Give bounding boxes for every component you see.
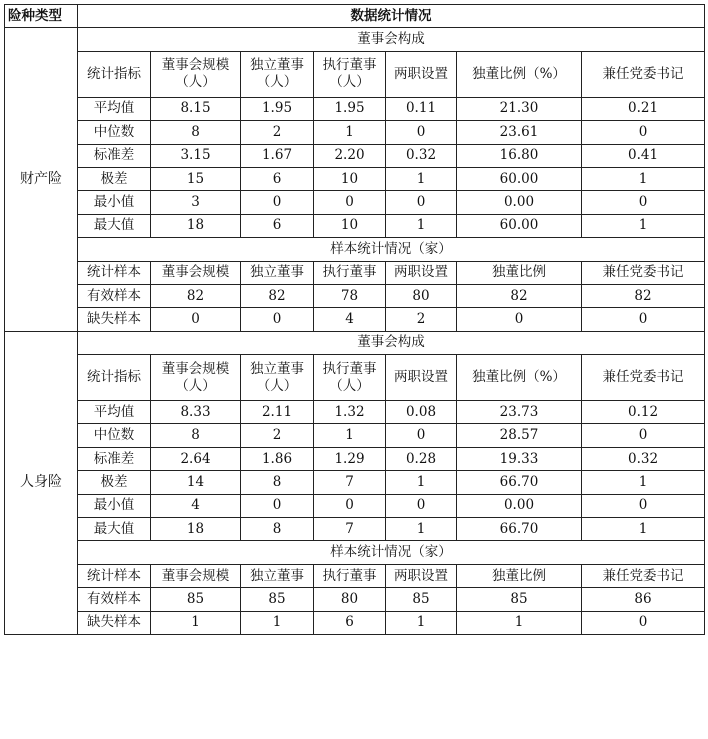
metric-value-cell: 2.11 bbox=[241, 401, 314, 424]
sample-value-cell: 85 bbox=[386, 588, 457, 611]
metric-value-cell: 0.08 bbox=[386, 401, 457, 424]
sample-title-row bbox=[5, 541, 705, 564]
sample-title: 样本统计情况（家） bbox=[78, 238, 705, 261]
metric-value-cell: 1 bbox=[386, 214, 457, 237]
sample-row bbox=[5, 284, 705, 307]
metric-value-cell: 0 bbox=[386, 494, 457, 517]
insurance-type-header: 险种类型 bbox=[5, 5, 78, 28]
composition-title-row bbox=[5, 28, 705, 51]
sample-value-cell: 2 bbox=[386, 308, 457, 331]
metric-value-cell: 0 bbox=[386, 121, 457, 144]
metric-value-cell: 3.15 bbox=[151, 144, 241, 167]
metric-value-cell: 0.00 bbox=[457, 191, 582, 214]
metric-value-cell: 0 bbox=[386, 424, 457, 447]
sample-header-cell: 统计样本 bbox=[78, 261, 151, 284]
metric-header-cell: 独立董事（人） bbox=[241, 51, 314, 97]
metric-value-cell: 1.95 bbox=[314, 97, 386, 120]
sample-header-cell: 执行董事 bbox=[314, 564, 386, 587]
metric-value-cell: 1.67 bbox=[241, 144, 314, 167]
sample-header-cell: 董事会规模 bbox=[151, 261, 241, 284]
metric-header-cell: 兼任党委书记 bbox=[582, 355, 705, 401]
metric-value-cell: 18 bbox=[151, 518, 241, 541]
metric-row bbox=[5, 191, 705, 214]
metric-header-cell: 两职设置 bbox=[386, 51, 457, 97]
sample-value-cell: 0 bbox=[457, 308, 582, 331]
metric-label-cell: 最小值 bbox=[78, 494, 151, 517]
sample-header-cell: 两职设置 bbox=[386, 261, 457, 284]
sample-header-cell: 两职设置 bbox=[386, 564, 457, 587]
metric-header-cell: 两职设置 bbox=[386, 355, 457, 401]
metric-label-cell: 平均值 bbox=[78, 401, 151, 424]
sample-header-cell: 独立董事 bbox=[241, 564, 314, 587]
metric-value-cell: 0.32 bbox=[386, 144, 457, 167]
sample-header-cell: 执行董事 bbox=[314, 261, 386, 284]
metric-header-cell: 独立董事（人） bbox=[241, 355, 314, 401]
metric-value-cell: 0.12 bbox=[582, 401, 705, 424]
metric-value-cell: 0.00 bbox=[457, 494, 582, 517]
composition-title: 董事会构成 bbox=[78, 331, 705, 354]
sample-value-cell: 80 bbox=[386, 284, 457, 307]
metric-row bbox=[5, 97, 705, 120]
metric-row bbox=[5, 401, 705, 424]
metric-value-cell: 0.41 bbox=[582, 144, 705, 167]
metric-header-cell: 统计指标 bbox=[78, 355, 151, 401]
metric-row bbox=[5, 424, 705, 447]
metric-value-cell: 1.32 bbox=[314, 401, 386, 424]
metric-value-cell: 2 bbox=[241, 121, 314, 144]
metric-row bbox=[5, 214, 705, 237]
sample-header-cell: 统计样本 bbox=[78, 564, 151, 587]
metric-label-cell: 最大值 bbox=[78, 518, 151, 541]
metric-value-cell: 1.86 bbox=[241, 447, 314, 470]
insurance-type-cell: 财产险 bbox=[5, 28, 78, 331]
metric-value-cell: 3 bbox=[151, 191, 241, 214]
sample-value-cell: 85 bbox=[241, 588, 314, 611]
sample-value-cell: 82 bbox=[241, 284, 314, 307]
metric-value-cell: 1.95 bbox=[241, 97, 314, 120]
sample-value-cell: 78 bbox=[314, 284, 386, 307]
metric-value-cell: 0 bbox=[386, 191, 457, 214]
sample-row bbox=[5, 588, 705, 611]
metric-value-cell: 0 bbox=[582, 494, 705, 517]
sample-header-cell: 董事会规模 bbox=[151, 564, 241, 587]
metric-header-cell: 董事会规模（人） bbox=[151, 355, 241, 401]
metric-value-cell: 1.29 bbox=[314, 447, 386, 470]
metric-value-cell: 60.00 bbox=[457, 214, 582, 237]
metric-value-cell: 0.28 bbox=[386, 447, 457, 470]
metric-value-cell: 2.20 bbox=[314, 144, 386, 167]
sample-label-cell: 缺失样本 bbox=[78, 308, 151, 331]
metric-value-cell: 1 bbox=[314, 121, 386, 144]
sample-value-cell: 1 bbox=[241, 611, 314, 634]
metric-value-cell: 1 bbox=[386, 471, 457, 494]
metric-value-cell: 6 bbox=[241, 167, 314, 190]
metric-value-cell: 8.15 bbox=[151, 97, 241, 120]
metric-header-cell: 统计指标 bbox=[78, 51, 151, 97]
composition-title-row bbox=[5, 331, 705, 354]
metric-row bbox=[5, 494, 705, 517]
metric-row bbox=[5, 471, 705, 494]
metric-value-cell: 0 bbox=[241, 191, 314, 214]
metric-value-cell: 1 bbox=[582, 518, 705, 541]
sample-label-cell: 有效样本 bbox=[78, 588, 151, 611]
metric-value-cell: 16.80 bbox=[457, 144, 582, 167]
metric-value-cell: 8 bbox=[241, 518, 314, 541]
sample-header-cell: 兼任党委书记 bbox=[582, 564, 705, 587]
sample-label-cell: 缺失样本 bbox=[78, 611, 151, 634]
metric-label-cell: 最大值 bbox=[78, 214, 151, 237]
metric-value-cell: 15 bbox=[151, 167, 241, 190]
sample-value-cell: 82 bbox=[582, 284, 705, 307]
sample-value-cell: 1 bbox=[386, 611, 457, 634]
sample-value-cell: 0 bbox=[241, 308, 314, 331]
metric-header-cell: 独董比例（%） bbox=[457, 51, 582, 97]
sample-value-cell: 0 bbox=[151, 308, 241, 331]
sample-value-cell: 1 bbox=[151, 611, 241, 634]
sample-title: 样本统计情况（家） bbox=[78, 541, 705, 564]
sample-value-cell: 1 bbox=[457, 611, 582, 634]
sample-title-row bbox=[5, 238, 705, 261]
metric-value-cell: 28.57 bbox=[457, 424, 582, 447]
sample-value-cell: 0 bbox=[582, 611, 705, 634]
metric-value-cell: 0 bbox=[314, 494, 386, 517]
metric-row bbox=[5, 121, 705, 144]
metric-value-cell: 8 bbox=[151, 121, 241, 144]
metric-label-cell: 极差 bbox=[78, 167, 151, 190]
metric-value-cell: 0 bbox=[314, 191, 386, 214]
metric-label-cell: 中位数 bbox=[78, 121, 151, 144]
metric-value-cell: 4 bbox=[151, 494, 241, 517]
sample-header-cell: 独董比例 bbox=[457, 261, 582, 284]
metric-value-cell: 0 bbox=[582, 191, 705, 214]
metric-value-cell: 1 bbox=[314, 424, 386, 447]
sample-header-row bbox=[5, 564, 705, 587]
metric-value-cell: 0.11 bbox=[386, 97, 457, 120]
metric-value-cell: 1 bbox=[582, 471, 705, 494]
metric-label-cell: 中位数 bbox=[78, 424, 151, 447]
sample-value-cell: 85 bbox=[151, 588, 241, 611]
metric-value-cell: 8 bbox=[151, 424, 241, 447]
metric-value-cell: 10 bbox=[314, 214, 386, 237]
metric-value-cell: 1 bbox=[386, 167, 457, 190]
metric-header-cell: 董事会规模（人） bbox=[151, 51, 241, 97]
metric-value-cell: 0.21 bbox=[582, 97, 705, 120]
metric-value-cell: 1 bbox=[386, 518, 457, 541]
metric-label-cell: 最小值 bbox=[78, 191, 151, 214]
metric-value-cell: 18 bbox=[151, 214, 241, 237]
metric-value-cell: 7 bbox=[314, 471, 386, 494]
metric-value-cell: 0.32 bbox=[582, 447, 705, 470]
metric-row bbox=[5, 144, 705, 167]
sample-value-cell: 82 bbox=[457, 284, 582, 307]
metric-value-cell: 0 bbox=[241, 494, 314, 517]
header-row bbox=[5, 5, 705, 28]
sample-value-cell: 6 bbox=[314, 611, 386, 634]
sample-header-cell: 兼任党委书记 bbox=[582, 261, 705, 284]
metric-header-row bbox=[5, 355, 705, 401]
metric-value-cell: 1 bbox=[582, 167, 705, 190]
metric-label-cell: 平均值 bbox=[78, 97, 151, 120]
metric-value-cell: 8.33 bbox=[151, 401, 241, 424]
metric-value-cell: 0 bbox=[582, 424, 705, 447]
sample-row bbox=[5, 611, 705, 634]
metric-row bbox=[5, 167, 705, 190]
metric-value-cell: 60.00 bbox=[457, 167, 582, 190]
metric-label-cell: 标准差 bbox=[78, 447, 151, 470]
metric-value-cell: 0 bbox=[582, 121, 705, 144]
sample-value-cell: 86 bbox=[582, 588, 705, 611]
metric-value-cell: 7 bbox=[314, 518, 386, 541]
metric-value-cell: 2.64 bbox=[151, 447, 241, 470]
sample-value-cell: 80 bbox=[314, 588, 386, 611]
metric-header-cell: 独董比例（%） bbox=[457, 355, 582, 401]
sample-label-cell: 有效样本 bbox=[78, 284, 151, 307]
metric-row bbox=[5, 518, 705, 541]
metric-header-cell: 兼任党委书记 bbox=[582, 51, 705, 97]
metric-header-cell: 执行董事（人） bbox=[314, 355, 386, 401]
sample-row bbox=[5, 308, 705, 331]
composition-title: 董事会构成 bbox=[78, 28, 705, 51]
insurance-type-cell: 人身险 bbox=[5, 331, 78, 634]
metric-value-cell: 1 bbox=[582, 214, 705, 237]
sample-value-cell: 0 bbox=[582, 308, 705, 331]
metric-value-cell: 21.30 bbox=[457, 97, 582, 120]
metric-header-row bbox=[5, 51, 705, 97]
metric-value-cell: 14 bbox=[151, 471, 241, 494]
sample-header-row bbox=[5, 261, 705, 284]
sample-header-cell: 独立董事 bbox=[241, 261, 314, 284]
metric-value-cell: 66.70 bbox=[457, 518, 582, 541]
sample-value-cell: 82 bbox=[151, 284, 241, 307]
metric-value-cell: 19.33 bbox=[457, 447, 582, 470]
table-body bbox=[5, 28, 705, 635]
metric-value-cell: 6 bbox=[241, 214, 314, 237]
metric-value-cell: 8 bbox=[241, 471, 314, 494]
metric-header-cell: 执行董事（人） bbox=[314, 51, 386, 97]
metric-value-cell: 23.61 bbox=[457, 121, 582, 144]
metric-value-cell: 23.73 bbox=[457, 401, 582, 424]
metric-value-cell: 10 bbox=[314, 167, 386, 190]
data-stats-header: 数据统计情况 bbox=[78, 5, 705, 28]
sample-value-cell: 4 bbox=[314, 308, 386, 331]
metric-row bbox=[5, 447, 705, 470]
sample-header-cell: 独董比例 bbox=[457, 564, 582, 587]
metric-value-cell: 2 bbox=[241, 424, 314, 447]
sample-value-cell: 85 bbox=[457, 588, 582, 611]
metric-label-cell: 标准差 bbox=[78, 144, 151, 167]
metric-value-cell: 66.70 bbox=[457, 471, 582, 494]
statistics-table bbox=[4, 4, 705, 635]
metric-label-cell: 极差 bbox=[78, 471, 151, 494]
